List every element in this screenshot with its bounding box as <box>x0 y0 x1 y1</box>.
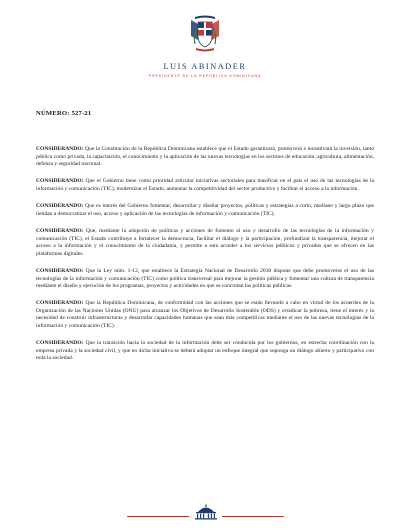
national-palace-icon <box>193 504 219 520</box>
paragraph-text: Que es interés del Gobierno fomentar, desarrollar y diseñar proyectos, políticas y estrategias a corto, mediano y largo plazo que tiendan a democratizar el uso, acceso y aplicación de las tecnologías de información y comunicación (TIC). <box>36 203 374 217</box>
paragraph-lead: CONSIDERANDO: <box>36 340 84 347</box>
paragraph-lead: CONSIDERANDO: <box>36 146 84 152</box>
considerando-paragraph <box>36 146 374 169</box>
paragraph-text: Que, mediante la adopción de políticas y acciones de fomento al uso y desarrollo de las tecnologías de la información y comunicación (TIC), el Estado contribuye a fortalecer la democracia, facilitar el diálogo y la participación, profundizar la transparencia, mejorar el acceso a la información y el conocimiento de la ciudadanía, y permite a esta acceder a los servicios públicos y privados que se ofrecen en las plataformas digitales. <box>36 227 374 257</box>
paragraph-lead: CONSIDERANDO: <box>36 178 84 185</box>
paragraph-text: Que el Gobierno tiene como prioridad articular iniciativas sectoriales para masificar en el país el uso de las tecnologías de la información y comunicación (TIC), modernizar el Estado, aumentar la competitividad del sector productivo y facilitar el acceso a la información. <box>36 178 374 192</box>
considerando-paragraph <box>36 300 374 330</box>
paragraph-text: Que la República Dominicana, de conformidad con las acciones que se están llevando a cabo en virtud de los acuerdos de la Organización de las Naciones Unidas (ONU) para alcanzar los Objetivos de Desarrollo Sostenible (ODS) y erradicar la pobreza, tiene el interés y la necesidad de construir infraestructuras y desarrollar capacidades humanas que sean más competitivas mediante el uso de las nuevas tecnologías de la información y comunicación (TIC). <box>36 300 374 330</box>
decree-number: NÚMERO: 527-21 <box>36 110 92 117</box>
paragraph-lead: CONSIDERANDO: <box>36 300 84 307</box>
president-title: PRESIDENTE DE LA REPÚBLICA DOMINICANA <box>148 74 262 78</box>
paragraph-lead: CONSIDERANDO: <box>36 203 84 210</box>
considerando-paragraph <box>36 203 374 218</box>
decree-body <box>36 146 374 373</box>
footer-divider-right <box>222 516 284 517</box>
considerando-paragraph <box>36 268 374 291</box>
paragraph-lead: CONSIDERANDO: <box>36 267 84 274</box>
paragraph-text: Que la Constitución de la República Dominicana establece que el Estado garantizará, promoverá e incentivará la inversión, tanto pública como privada, la capacitación, el conocimiento y la aplicación de las nuevas tecnologías en los sectores de educación, agricultura, alimentación, defensa y seguridad nacional. <box>36 146 374 168</box>
paragraph-text: Que la Ley núm. 1-12, que establece la Estrategia Nacional de Desarrollo 2030 dispone que debe promoverse el uso de las tecnologías de la información y comunicación (TIC) como política transversal para mejorar la gestión pública y fomentar una cultura de transparencia mediante el diseño y ejecución de los programas, proyectos y actividades en que se concretan las políticas públicas. <box>36 267 374 290</box>
coat-of-arms-icon <box>189 14 221 52</box>
paragraph-text: Que la transición hacia la sociedad de la información debe ser conducida por los gobiernos, en estrecha coordinación con la empresa privada y la sociedad civil, y que en dicha iniciativa se deberá adoptar un enfoque integral que suponga un diálogo abierto y participativo con toda la sociedad. <box>36 340 374 362</box>
considerando-paragraph <box>36 340 374 363</box>
considerando-paragraph <box>36 228 374 258</box>
considerando-paragraph <box>36 178 374 193</box>
paragraph-lead: CONSIDERANDO: <box>36 227 84 234</box>
president-name: LUIS ABINADER <box>163 62 247 71</box>
footer-divider-left <box>127 516 189 517</box>
